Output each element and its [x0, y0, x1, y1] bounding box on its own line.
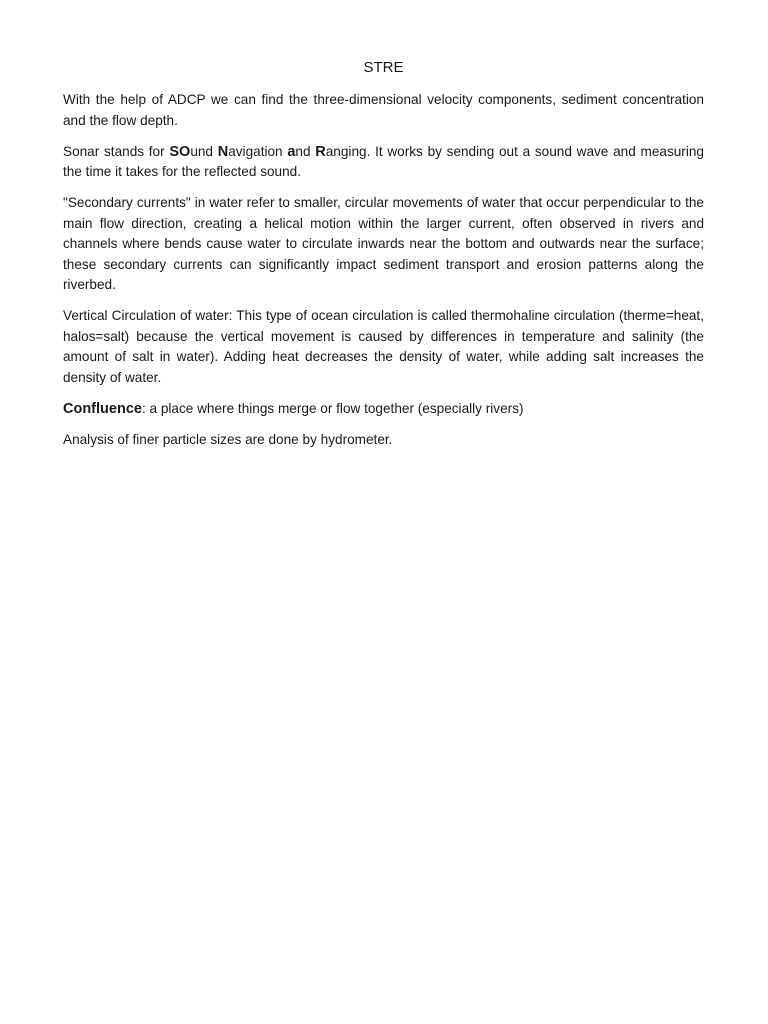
sonar-text-2: und: [190, 143, 218, 159]
paragraph-confluence: [63, 399, 704, 420]
sonar-text-5: anging. It works by sending out a sound wave and measuring the time it takes for the reflected sound.: [63, 143, 704, 179]
sonar-bold-so: SO: [169, 143, 191, 160]
paragraph-secondary-currents: "Secondary currents" in water refer to smaller, circular movements of water that occur perpendicular to the main flow direction, creating a helical motion within the larger current, often observed in rivers and channels where bends cause water to circulate inwards near the bottom and outwards near the surface; these secondary currents can significantly impact sediment transport and erosion patterns along the riverbed.: [63, 195, 704, 292]
sonar-text-4: nd: [295, 143, 316, 159]
sonar-bold-n: N: [217, 143, 229, 160]
paragraph-sonar: [63, 142, 704, 183]
document-page: [63, 58, 704, 461]
document-title: STRE: [363, 59, 404, 76]
paragraph-adcp: With the help of ADCP we can find the three-dimensional velocity components, sediment concentration and the flow depth.: [63, 92, 704, 128]
paragraph-hydrometer: Analysis of finer particle sizes are done by hydrometer.: [63, 431, 393, 447]
sonar-bold-a: a: [287, 143, 296, 160]
confluence-term: Confluence: [63, 400, 142, 417]
paragraph-vertical-circulation: Vertical Circulation of water: This type of ocean circulation is called thermohaline circulation (therme=heat, halos=salt) because the vertical movement is caused by differences in temperature and salinity (the amount of salt in water). Adding heat decreases the density of water, while adding salt increases the density of water.: [63, 308, 704, 385]
sonar-text-3: avigation: [228, 143, 288, 159]
sonar-bold-r: R: [315, 143, 326, 160]
confluence-definition: : a place where things merge or flow together (especially rivers): [141, 400, 524, 416]
sonar-text-1: Sonar stands for: [63, 143, 170, 159]
